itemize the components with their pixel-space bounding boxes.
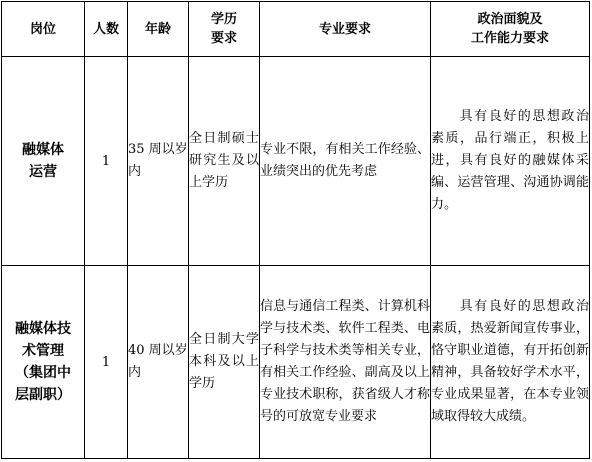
recruitment-table-container — [1, 1, 590, 459]
position-line: 融媒体技 — [15, 321, 71, 337]
position-cell — [2, 266, 85, 459]
major-cell: 信息与通信工程类、计算机科学与技术类、软件工程类、电子科学与技术类等相关专业，有相关工作经验、副高及以上专业技术职称，获省级人才称号的可放宽专业要求 — [260, 266, 431, 459]
header-political-line1: 政治面貌及 — [477, 12, 543, 27]
header-count: 人数 — [85, 2, 128, 57]
age-cell: 35 周以岁内 — [128, 57, 189, 266]
position-line: 运营 — [29, 164, 57, 180]
position-line: 术管理 — [22, 343, 64, 359]
position-line: 层副职） — [15, 387, 71, 403]
major-cell: 专业不限，有相关工作经验、业绩突出的优先考虑 — [260, 57, 431, 266]
table-row — [2, 57, 590, 266]
political-cell: 具有良好的思想政治素质，热爱新闻宣传事业，恪守职业道德，有开拓创新精神，具备较好学术水平，专业成果显著，在本专业领域取得较大成绩。 — [431, 266, 590, 459]
count-cell: 1 — [85, 57, 128, 266]
header-political-line2: 工作能力要求 — [470, 31, 549, 46]
header-education-line2: 要求 — [210, 31, 237, 46]
education-cell: 全日制大学本科及以上学历 — [189, 266, 260, 459]
header-major: 专业要求 — [260, 2, 431, 57]
header-row — [2, 2, 590, 57]
age-cell: 40 周以岁内 — [128, 266, 189, 459]
education-cell: 全日制硕士研究生及以上学历 — [189, 57, 260, 266]
header-position: 岗位 — [2, 2, 85, 57]
header-education — [189, 2, 260, 57]
header-political — [431, 2, 590, 57]
header-education-line1: 学历 — [210, 12, 237, 27]
table-row — [2, 266, 590, 459]
position-line: （集团中 — [15, 365, 71, 381]
count-cell: 1 — [85, 266, 128, 459]
position-cell — [2, 57, 85, 266]
position-line: 融媒体 — [22, 142, 64, 158]
header-age: 年龄 — [128, 2, 189, 57]
recruitment-table — [1, 1, 590, 459]
political-cell: 具有良好的思想政治素质，品行端正，积极上进，具有良好的融媒体采编、运营管理、沟通协调能力。 — [431, 57, 590, 266]
